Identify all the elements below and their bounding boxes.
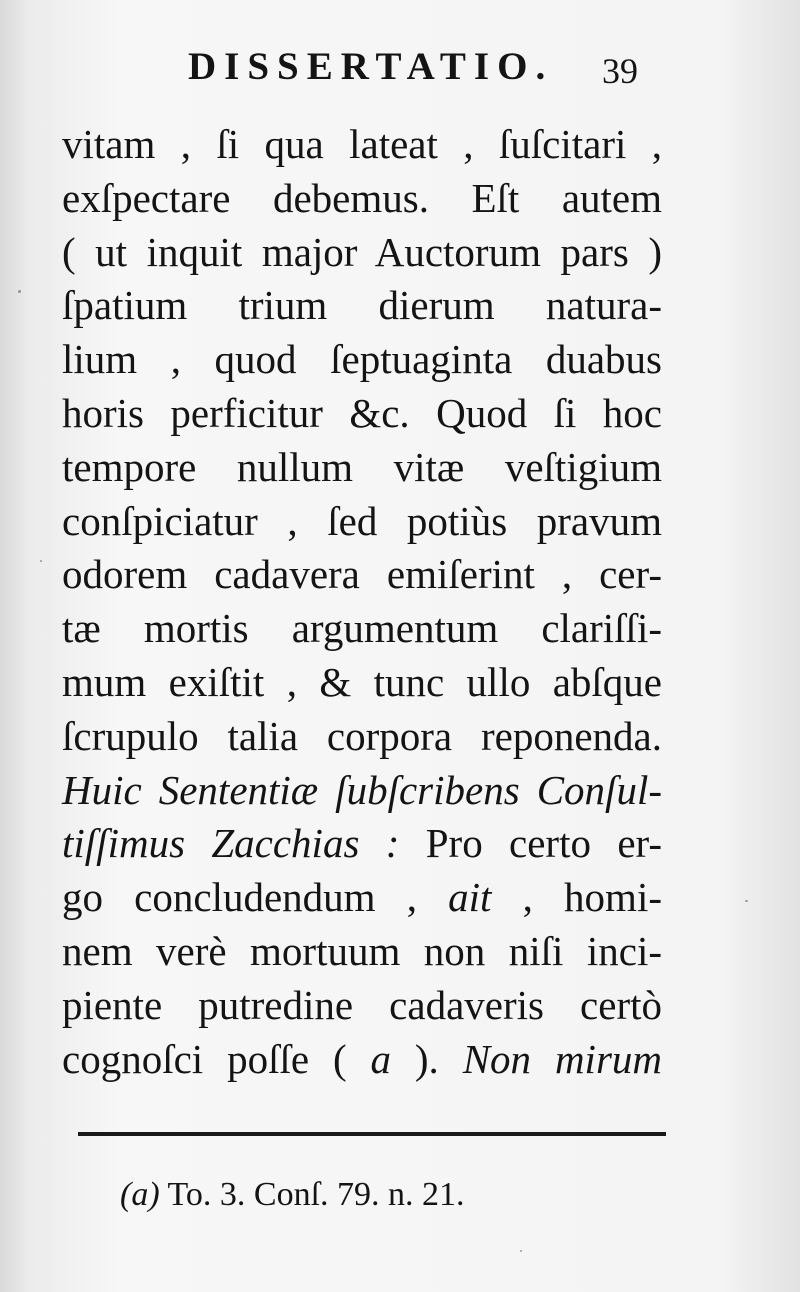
italic-run: a	[370, 1035, 391, 1082]
roman-run: ).	[391, 1035, 463, 1082]
text-line: horis perficitur &c. Quod ſi hoc	[62, 389, 662, 436]
text-line: mum exiſtit , & tunc ullo abſque	[62, 658, 662, 705]
footnote-text: To. 3. Conſ. 79. n. 21.	[159, 1176, 465, 1213]
roman-run: Pro certo er-	[399, 820, 662, 867]
footnote-rule	[78, 1132, 666, 1136]
footnote-marker: (a)	[120, 1176, 160, 1213]
text-line: ( ut inquit major Auctorum pars )	[62, 228, 662, 275]
italic-run: tiſſimus Zacchias :	[62, 820, 400, 867]
text-line: nem verè mortuum non niſi inci-	[62, 927, 662, 974]
italic-run: ait	[448, 874, 492, 921]
ink-speck	[18, 290, 21, 293]
text-line-italic: Huic Sententiæ ſubſcribens Conſul-	[62, 766, 662, 813]
text-line: ſcrupulo talia corpora reponenda.	[62, 712, 662, 759]
text-line: tæ mortis argumentum clariſſi-	[62, 605, 662, 652]
text-line: lium , quod ſeptuaginta duabus	[62, 336, 662, 383]
page-number: 39	[602, 51, 638, 91]
ink-speck	[40, 560, 42, 562]
text-line: odorem cadavera emiſerint , cer-	[62, 551, 662, 598]
roman-run: cognoſci poſſe (	[62, 1035, 371, 1082]
roman-run: , homi-	[491, 874, 662, 921]
text-line: conſpiciatur , ſed potiùs pravum	[62, 497, 662, 544]
italic-run: Non mirum	[462, 1035, 663, 1082]
text-line	[62, 817, 662, 871]
text-line	[62, 871, 662, 925]
body-text	[62, 118, 662, 1086]
roman-run: go concludendum ,	[62, 874, 449, 921]
text-line: vitam , ſi qua lateat , ſuſcitari ,	[62, 121, 662, 167]
ink-speck	[520, 1250, 522, 1252]
text-line: tempore nullum vitæ veſtigium	[62, 443, 662, 490]
page-header	[0, 44, 800, 104]
text-line: ſpatium trium dierum natura-	[62, 282, 662, 329]
text-line	[62, 1033, 662, 1087]
text-line: exſpectare debemus. Eſt autem	[62, 174, 662, 221]
ink-speck	[745, 900, 748, 902]
footnote	[120, 1176, 465, 1214]
text-line: piente putredine cadaveris certò	[62, 981, 662, 1028]
running-title: DISSERTATIO.	[188, 45, 554, 88]
